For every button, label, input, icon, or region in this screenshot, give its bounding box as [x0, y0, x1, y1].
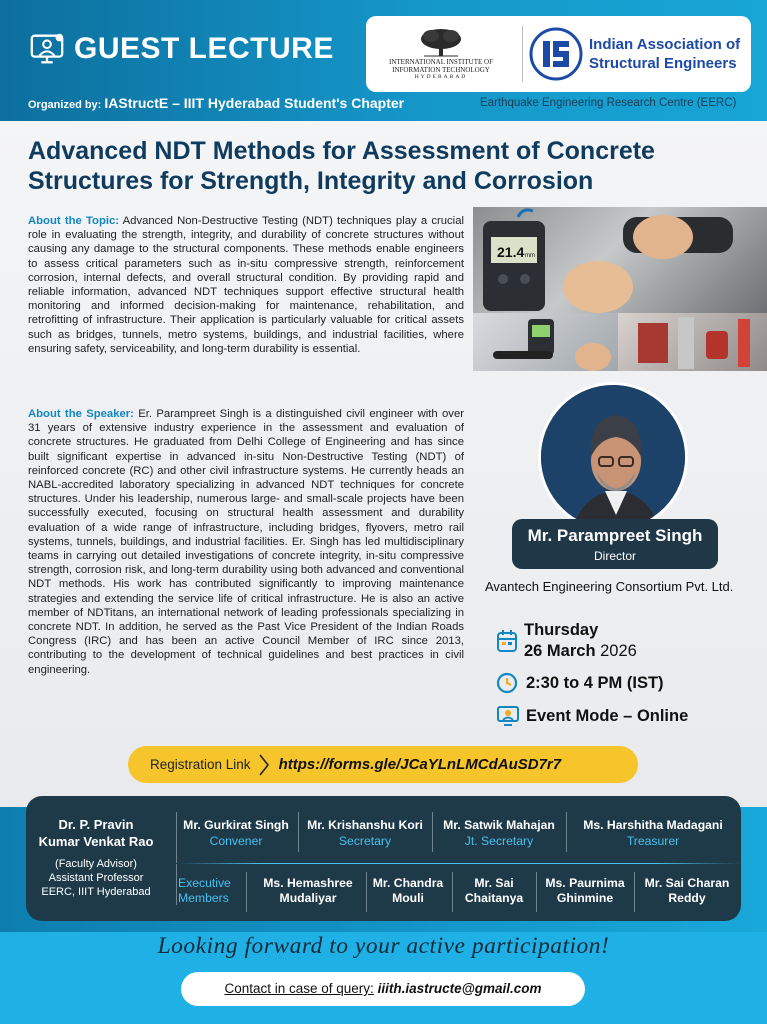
executive-name-line1: Mr. Sai Charan: [644, 876, 730, 890]
core-member: [300, 818, 430, 849]
event-day: Thursday: [524, 621, 599, 639]
about-speaker: [28, 407, 464, 677]
about-topic: [28, 214, 464, 356]
executive-name-line2: Reddy: [668, 891, 706, 905]
registration-label: Registration Link: [150, 757, 251, 772]
about-topic-text: Advanced Non-Destructive Testing (NDT) techniques play a crucial role in evaluating the strength, integrity, and durability of concrete structures without causing any damage to the structural components. These methods enable engineers to assess critical parameters such as in-situ compressive strength, reinforcement corrosion, internal defects, and overall structural condition. By providing rapid and reliable information, advanced NDT techniques support effective structural health monitoring and informed decision-making for maintenance, rehabilitation, and retrofitting of infrastructure. Their application is particularly valuable for critical assets such as bridges, tunnels, metro systems, buildings, and industrial facilities, where ensuring safety, serviceability, and long-term durability is essential.: [28, 215, 464, 355]
speaker-illustration: [541, 385, 688, 532]
core-member-role: Secretary: [338, 834, 392, 848]
core-member-role: Jt. Secretary: [464, 834, 534, 848]
organizer-name: IAStructE – IIIT Hyderabad Student's Chapter: [104, 95, 405, 111]
online-meeting-icon: [496, 704, 520, 728]
guest-lecture-label: GUEST LECTURE: [74, 32, 334, 65]
faculty-name-line2: Kumar Venkat Rao: [38, 834, 154, 849]
executive-member: [452, 876, 536, 906]
speaker-name: Mr. Parampreet Singh: [527, 526, 703, 545]
committee-panel: [26, 796, 741, 921]
iase-name-line2: Structural Engineers: [589, 55, 737, 72]
core-member-name: Mr. Krishanshu Kori: [307, 818, 423, 832]
ndt-device-photo: [473, 207, 767, 313]
event-time: 2:30 to 4 PM (IST): [526, 673, 664, 692]
contact-pill: [181, 972, 585, 1006]
ndt-probe-photo: [473, 313, 618, 371]
registration-link[interactable]: https://forms.gle/JCaYLnLMCdAuSD7r7: [278, 756, 562, 773]
iiit-logo: [366, 28, 516, 80]
about-topic-lead: About the Topic:: [28, 215, 120, 227]
event-date-bold: 26 March: [524, 642, 596, 660]
executive-member: [536, 876, 634, 906]
executive-label-line2: Members: [178, 891, 229, 905]
executive-name-line2: Chaitanya: [464, 891, 524, 905]
member-divider: [246, 872, 247, 912]
registration-bar: [128, 746, 638, 783]
core-member-name: Mr. Gurkirat Singh: [183, 818, 289, 832]
iase-logo: [529, 27, 740, 81]
ndt-probe-illustration: [473, 313, 618, 371]
about-speaker-lead: About the Speaker:: [28, 408, 134, 420]
speaker-name-card: [512, 519, 718, 569]
speaker-organization: Avantech Engineering Consortium Pvt. Ltd.: [485, 579, 734, 594]
guest-lecture-heading: [28, 30, 334, 68]
executive-label-line1: Executive: [178, 876, 231, 890]
clock-icon: [496, 672, 518, 694]
closing-tagline: Looking forward to your active participation!: [157, 933, 610, 959]
team-separator: [176, 863, 741, 864]
event-time-row: [496, 672, 664, 694]
contact-label: Contact in case of query:: [224, 981, 374, 996]
executive-name-line2: Mudaliyar: [279, 891, 337, 905]
member-divider: [298, 812, 299, 852]
iiit-city: HYDERABAD: [414, 74, 468, 80]
logos-panel: [366, 16, 751, 92]
ndt-lab-illustration: [618, 313, 767, 371]
device-unit: mm: [525, 253, 535, 259]
event-mode: Event Mode – Online: [526, 706, 689, 725]
core-member-name: Ms. Harshitha Madagani: [583, 818, 723, 832]
executive-name-line1: Mr. Chandra: [372, 876, 444, 890]
executive-name-line2: Mouli: [392, 891, 424, 905]
event-year: 2026: [595, 642, 637, 660]
iase-emblem-icon: [529, 27, 583, 81]
lecture-presenter-icon: [28, 30, 66, 68]
executive-member: [634, 876, 740, 906]
chevron-right-icon: [259, 754, 269, 776]
executive-name-line1: Ms. Paurnima: [545, 876, 625, 890]
iiit-name-line1: INTERNATIONAL INSTITUTE OF: [389, 58, 493, 66]
iase-name-line1: Indian Association of: [589, 36, 741, 53]
calendar-icon: [496, 629, 518, 653]
organizer: [28, 95, 404, 111]
title-line-1: Advanced NDT Methods for Assessment of Concrete: [28, 137, 655, 165]
executive-member: [366, 876, 450, 906]
title-line-2: Structures for Strength, Integrity and Corrosion: [28, 167, 594, 195]
organizer-prefix: Organized by:: [28, 99, 102, 111]
core-member-name: Mr. Satwik Mahajan: [443, 818, 555, 832]
about-speaker-text: Er. Parampreet Singh is a distinguished civil engineer with over 31 years of extensive industry experience in the assessment and evaluation of concrete structures. He graduated from Delhi College of Engineering and has since built significant expertise in advanced in-situ Non-Destructive Testing (NDT) of reinforced concrete (RC) and other civil infrastructure systems. He currently heads an NABL-accredited laboratory specializing in advanced NDT techniques for concrete structures. Under his leadership, numerous large- and small-scale projects have been successfully executed, focusing on structural health assessment and durability evaluation of a wide range of infrastructure, including bridges, flyovers, metro rail systems, tunnels, buildings, and industrial facilities. Er. Singh has led multidisciplinary teams in carrying out detailed investigations of concrete integrity, in-situ compressive strength, corrosion risk, and long-term durability using both advanced and conventional NDT methods. His work has contributed significantly to improving maintenance strategies and extending the service life of critical infrastructure. He is also an active member of NDTitans, an international network of leading professionals specializing in concrete NDT. In addition, he served as the Past Vice President of the Indian Roads Congress (IRC) and has been an active Council Member of IRC since 2013, contributing to the development of technical guidelines and best practices in civil engineering.: [28, 408, 464, 676]
executive-name-line1: Mr. Sai: [474, 876, 514, 890]
event-date: [496, 620, 637, 662]
member-divider: [432, 812, 433, 852]
executive-name-line1: Ms. Hemashree: [263, 876, 353, 890]
core-member: [434, 818, 564, 849]
event-mode-row: [496, 704, 688, 728]
core-member-role: Treasurer: [626, 834, 680, 848]
contact-email[interactable]: iiith.iastructe@gmail.com: [377, 981, 542, 996]
faculty-name-line1: Dr. P. Pravin: [58, 817, 134, 832]
lecture-title: [28, 136, 728, 196]
faculty-position: Assistant Professor: [48, 872, 144, 884]
speaker-portrait: [538, 382, 688, 532]
faculty-advisor: [26, 816, 166, 899]
faculty-role: (Faculty Advisor): [55, 858, 137, 870]
speaker-role: Director: [593, 549, 636, 563]
faculty-affiliation: EERC, IIIT Hyderabad: [41, 886, 151, 898]
core-member: [176, 818, 296, 849]
executive-name-line2: Ghinmine: [556, 891, 614, 905]
logo-divider: [522, 26, 523, 82]
tree-emblem-icon: [418, 28, 464, 58]
department-name: Earthquake Engineering Research Centre (EERC): [480, 97, 737, 109]
executive-member: [248, 876, 368, 906]
core-member: [567, 818, 739, 849]
device-reading: 21.4: [497, 244, 525, 260]
iiit-name-line2: INFORMATION TECHNOLOGY: [392, 66, 490, 74]
ndt-lab-photo: [618, 313, 767, 371]
core-member-role: Convener: [209, 834, 263, 848]
ndt-device-illustration: [473, 207, 767, 313]
executive-members-label: [178, 876, 231, 906]
